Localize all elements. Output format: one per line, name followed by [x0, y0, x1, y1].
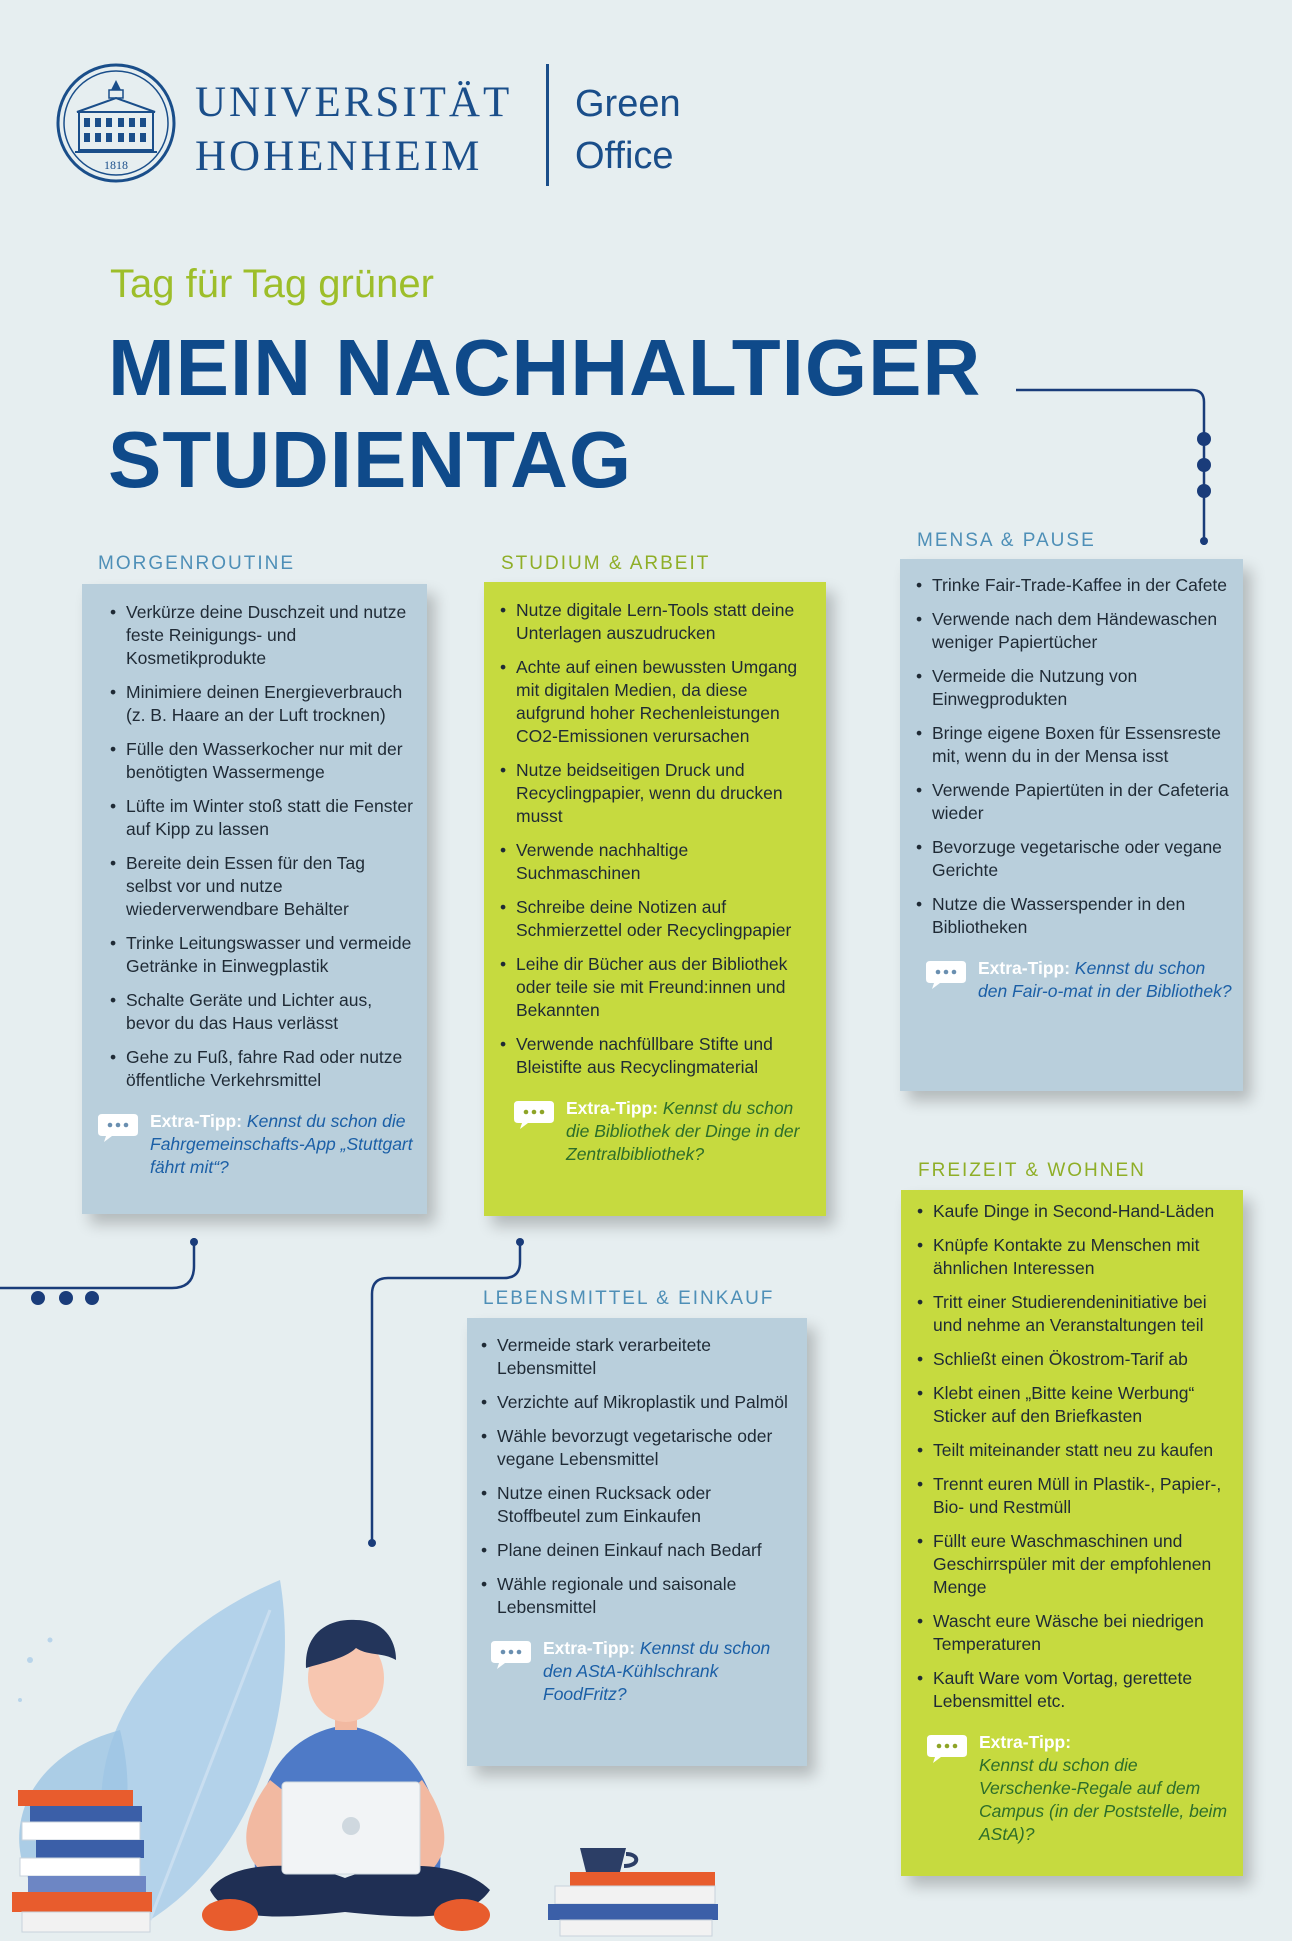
list-item: • Verwende nach dem Händewaschen weniger Papiertücher [916, 608, 1233, 654]
green-office-line2: Office [575, 135, 674, 177]
note-morgenroutine [82, 584, 427, 1214]
list-item: • Schreibe deine Notizen auf Schmierzettel oder Recyclingpapier [500, 896, 812, 942]
list-item: • Wähle bevorzugt vegetarische oder vegane Lebensmittel [481, 1425, 795, 1471]
tip-text: Kennst du schon die Fahrgemeinschafts-App „Stuttgart fährt mit“? [150, 1111, 413, 1177]
list-item: • Kaufe Dinge in Second-Hand-Läden [917, 1200, 1233, 1223]
tip-label: Extra-Tipp: [978, 958, 1071, 978]
list-item: • Trinke Fair-Trade-Kaffee in der Cafete [916, 574, 1233, 597]
list-item: • Kauft Ware vom Vortag, gerettete Lebensmittel etc. [917, 1667, 1233, 1713]
list-item: • Leihe dir Bücher aus der Bibliothek oder teile sie mit Freund:innen und Bekannten [500, 953, 812, 1022]
list-item: • Tritt einer Studierendeninitiative bei und nehme an Veranstaltungen teil [917, 1291, 1233, 1337]
section-title-studium: STUDIUM & ARBEIT [501, 553, 711, 574]
list-item: • Lüfte im Winter stoß statt die Fenster auf Kipp zu lassen [110, 795, 413, 841]
list-studium [500, 599, 812, 1079]
title-line1: MEIN NACHHALTIGER [108, 323, 982, 412]
speech-bubble-icon [925, 1731, 969, 1765]
extra-tip-studium [512, 1097, 812, 1166]
university-name-line1: UNIVERSITÄT [195, 79, 513, 126]
list-item: • Füllt eure Waschmaschinen und Geschirrspüler mit der empfohlenen Menge [917, 1530, 1233, 1599]
list-item: • Gehe zu Fuß, fahre Rad oder nutze öffentliche Verkehrsmittel [110, 1046, 413, 1092]
list-item: • Schalte Geräte und Lichter aus, bevor du das Haus verlässt [110, 989, 413, 1035]
extra-tip-mensa [924, 957, 1233, 1003]
tagline: Tag für Tag grüner [110, 262, 434, 306]
section-title-mensa: MENSA & PAUSE [917, 530, 1096, 551]
tip-text: Kennst du schon die Verschenke-Regale auf dem Campus (in der Poststelle, beim AStA)? [979, 1755, 1228, 1844]
list-item: • Bereite dein Essen für den Tag selbst vor und nutze wiederverwendbare Behälter [110, 852, 413, 921]
list-item: • Bringe eigene Boxen für Essensreste mit, wenn du in der Mensa isst [916, 722, 1233, 768]
list-item: • Teilt miteinander statt neu zu kaufen [917, 1439, 1233, 1462]
list-freizeit [917, 1200, 1233, 1713]
list-item: • Verkürze deine Duschzeit und nutze feste Reinigungs- und Kosmetikprodukte [110, 601, 413, 670]
list-item: • Achte auf einen bewussten Umgang mit digitalen Medien, da diese aufgrund hoher Rechenleistungen CO2-Emissionen verursachen [500, 656, 812, 748]
list-item: • Trennt euren Müll in Plastik-, Papier-, Bio- und Restmüll [917, 1473, 1233, 1519]
list-morgenroutine [110, 601, 413, 1092]
list-item: • Wähle regionale und saisonale Lebensmittel [481, 1573, 795, 1619]
list-item: • Nutze digitale Lern-Tools statt deine Unterlagen auszudrucken [500, 599, 812, 645]
list-item: • Minimiere deinen Energieverbrauch (z. B. Haare an der Luft trocknen) [110, 681, 413, 727]
section-title-freizeit: FREIZEIT & WOHNEN [918, 1160, 1146, 1181]
list-item: • Plane deinen Einkauf nach Bedarf [481, 1539, 795, 1562]
list-item: • Nutze einen Rucksack oder Stoffbeutel zum Einkaufen [481, 1482, 795, 1528]
list-item: • Schließt einen Ökostrom-Tarif ab [917, 1348, 1233, 1371]
note-mensa [900, 559, 1243, 1091]
tip-label: Extra-Tipp: [543, 1638, 636, 1658]
list-item: • Verwende nachfüllbare Stifte und Bleistifte aus Recyclingmaterial [500, 1033, 812, 1079]
list-item: • Nutze die Wasserspender in den Bibliotheken [916, 893, 1233, 939]
list-item: • Vermeide die Nutzung von Einwegprodukten [916, 665, 1233, 711]
university-name-line2: HOHENHEIM [195, 133, 483, 180]
extra-tip-freizeit [925, 1731, 1233, 1846]
section-title-morgenroutine: MORGENROUTINE [98, 553, 295, 574]
list-item: • Nutze beidseitigen Druck und Recyclingpapier, wenn du drucken musst [500, 759, 812, 828]
list-item: • Verwende nachhaltige Suchmaschinen [500, 839, 812, 885]
list-item: • Verwende Papiertüten in der Cafeteria wieder [916, 779, 1233, 825]
extra-tip-morgenroutine [96, 1110, 413, 1179]
section-title-lebensmittel: LEBENSMITTEL & EINKAUF [483, 1288, 775, 1309]
list-item: • Trinke Leitungswasser und vermeide Getränke in Einwegplastik [110, 932, 413, 978]
tip-text: Kennst du schon die Bibliothek der Dinge in der Zentralbibliothek? [566, 1098, 800, 1164]
list-item: • Wascht eure Wäsche bei niedrigen Temperaturen [917, 1610, 1233, 1656]
list-item: • Vermeide stark verarbeitete Lebensmittel [481, 1334, 795, 1380]
speech-bubble-icon [512, 1097, 556, 1131]
list-item: • Fülle den Wasserkocher nur mit der benötigten Wassermenge [110, 738, 413, 784]
list-item: • Klebt einen „Bitte keine Werbung“ Sticker auf den Briefkasten [917, 1382, 1233, 1428]
title-line2: STUDIENTAG [108, 415, 633, 504]
tip-text: Kennst du schon den AStA-Kühlschrank FoodFritz? [543, 1638, 771, 1704]
speech-bubble-icon [96, 1110, 140, 1144]
seal-year: 1818 [104, 158, 128, 172]
list-item: • Verzichte auf Mikroplastik und Palmöl [481, 1391, 795, 1414]
tip-label: Extra-Tipp: [150, 1111, 243, 1131]
note-studium [484, 582, 826, 1216]
note-freizeit [901, 1190, 1243, 1876]
list-mensa [916, 574, 1233, 939]
speech-bubble-icon [924, 957, 968, 991]
tip-text: Kennst du schon den Fair-o-mat in der Bibliothek? [978, 958, 1232, 1001]
tip-label: Extra-Tipp: [979, 1732, 1072, 1752]
student-with-laptop-illustration [0, 1560, 760, 1941]
list-item: • Bevorzuge vegetarische oder vegane Gerichte [916, 836, 1233, 882]
tip-label: Extra-Tipp: [566, 1098, 659, 1118]
green-office-line1: Green [575, 83, 681, 125]
book-stack-illustration [12, 1790, 152, 1932]
list-item: • Knüpfe Kontakte zu Menschen mit ähnlichen Interessen [917, 1234, 1233, 1280]
